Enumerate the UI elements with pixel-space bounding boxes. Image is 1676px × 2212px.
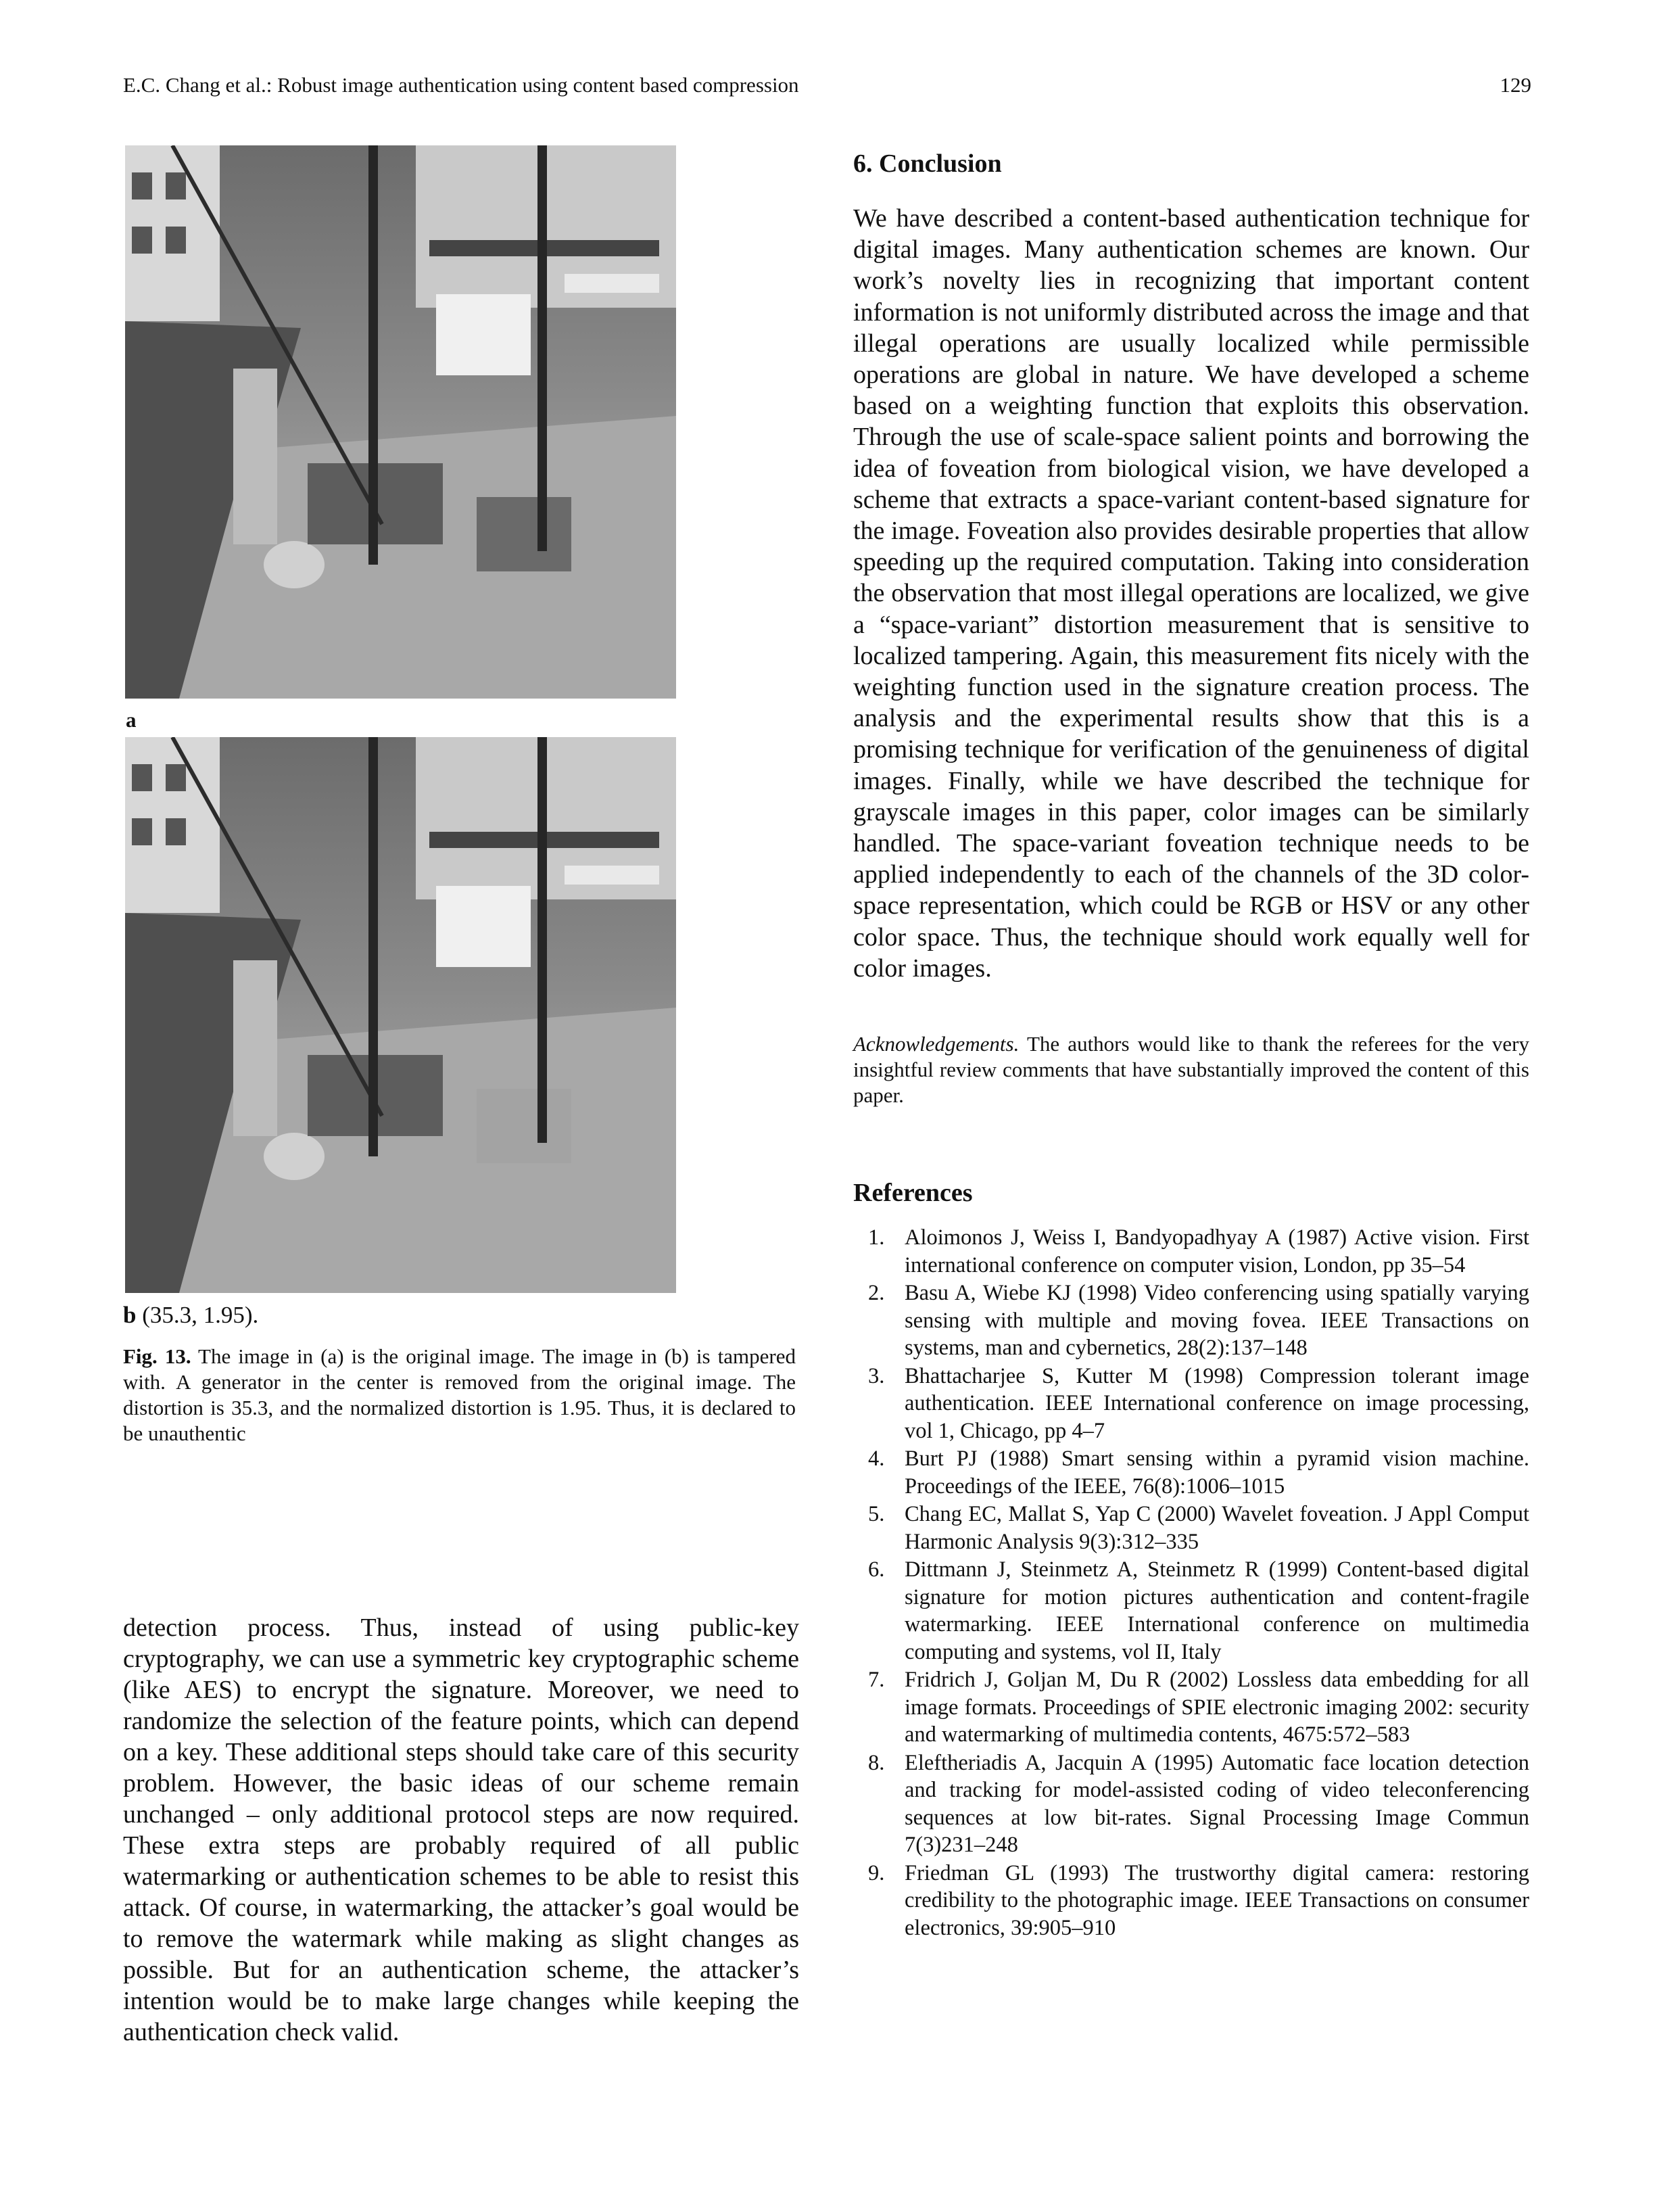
reference-text: Eleftheriadis A, Jacquin A (1995) Automatic face location detection and tracking for model-assisted coding of video teleconferencing sequences at low bit-rates. Signal Processing Image Commun 7(3)231–248	[905, 1750, 1529, 1857]
reference-number: 8.	[868, 1750, 885, 1775]
reference-item	[853, 1445, 1529, 1500]
reference-number: 5.	[868, 1502, 885, 1526]
reference-item	[853, 1749, 1529, 1859]
figure-label-a: a	[126, 708, 137, 732]
figure-caption	[123, 1344, 796, 1446]
reference-number: 4.	[868, 1446, 885, 1471]
reference-item	[853, 1279, 1529, 1362]
left-body-paragraph: detection process. Thus, instead of using public-key cryptography, we can use a symmetric key cryptographic scheme (like AES) to encrypt the signature. Moreover, we need to randomize the selection of the feature points, which can depend on a key. These additional steps should take care of this security problem. However, the basic ideas of our scheme remain unchanged – only additional protocol steps are now required. These extra steps are probably required of all public watermarking or authentication schemes to be able to resist this attack. Of course, in watermarking, the attacker’s goal would be to remove the watermark while making as slight changes as possible. But for an authentication scheme, the attacker’s intention would be to make large changes while keeping the authentication check valid.	[123, 1614, 799, 2046]
reference-text: Aloimonos J, Weiss I, Bandyopadhyay A (1987) Active vision. First international conference on computer vision, London, pp 35–54	[905, 1225, 1529, 1277]
figure-label-b-letter: b	[123, 1302, 137, 1328]
section-heading-references: References	[853, 1179, 973, 1207]
section-heading-conclusion: 6. Conclusion	[853, 149, 1002, 178]
reference-text: Chang EC, Mallat S, Yap C (2000) Wavelet foveation. J Appl Comput Harmonic Analysis 9(3):312–335	[905, 1502, 1529, 1554]
figure-label-b	[123, 1302, 258, 1329]
reference-text: Friedman GL (1993) The trustworthy digital camera: restoring credibility to the photographic image. IEEE Transactions on consumer electronics, 39:905–910	[905, 1860, 1529, 1940]
acknowledgements-label: Acknowledgements.	[853, 1032, 1020, 1056]
reference-text: Bhattacharjee S, Kutter M (1998) Compression tolerant image authentication. IEEE International conference on image processing, vol 1, Chicago, pp 4–7	[905, 1363, 1529, 1443]
reference-number: 2.	[868, 1281, 885, 1305]
reference-list	[853, 1224, 1529, 1942]
caption-label: Fig. 13.	[123, 1344, 191, 1368]
acknowledgements-text: The authors would like to thank the referees for the very insightful review comments that have substantially improved the content of this paper.	[853, 1032, 1529, 1107]
reference-number: 3.	[868, 1363, 885, 1388]
reference-item	[853, 1363, 1529, 1445]
page-number: 129	[1500, 73, 1531, 97]
caption-text: The image in (a) is the original image. The image in (b) is tampered with. A generator in the center is removed from the original image. The distortion is 35.3, and the normalized distortion is 1.95. Thus, it is declared to be unauthentic	[123, 1344, 796, 1445]
figure-image-b	[125, 737, 676, 1293]
running-title: E.C. Chang et al.: Robust image authentication using content based compression	[123, 73, 799, 97]
reference-number: 6.	[868, 1557, 885, 1582]
figure-label-b-values: (35.3, 1.95).	[142, 1302, 259, 1328]
reference-item	[853, 1501, 1529, 1555]
construction-site-photo-tampered	[125, 737, 676, 1293]
acknowledgements	[853, 1031, 1529, 1108]
reference-text: Dittmann J, Steinmetz A, Steinmetz R (1999) Content-based digital signature for motion pictures authentication and content-fragile watermarking. IEEE International conference on multimedia computing and systems, vol II, Italy	[905, 1557, 1529, 1664]
reference-text: Basu A, Wiebe KJ (1998) Video conferencing using spatially varying sensing with multiple and moving fovea. IEEE Transactions on systems, man and cybernetics, 28(2):137–148	[905, 1281, 1529, 1360]
reference-item	[853, 1224, 1529, 1279]
construction-site-photo	[125, 145, 676, 699]
reference-number: 1.	[868, 1225, 885, 1250]
figure-image-a	[125, 145, 676, 699]
reference-text: Fridrich J, Goljan M, Du R (2002) Lossless data embedding for all image formats. Proceedings of SPIE electronic imaging 2002: security and watermarking of multimedia contents, 4675:572–583	[905, 1668, 1529, 1747]
reference-number: 7.	[868, 1668, 885, 1692]
reference-item	[853, 1666, 1529, 1749]
reference-item	[853, 1556, 1529, 1666]
reference-text: Burt PJ (1988) Smart sensing within a pyramid vision machine. Proceedings of the IEEE, 76(8):1006–1015	[905, 1446, 1529, 1499]
conclusion-paragraph: We have described a content-based authentication technique for digital images. Many authentication schemes are known. Our work’s novelty lies in recognizing that important content information is not uniformly distributed across the image and that illegal operations are usually localized while permissible operations are global in nature. We have developed a scheme based on a weighting function that exploits this observation. Through the use of scale-space salient points and borrowing the idea of foveation from biological vision, we have developed a scheme that extracts a space-variant content-based signature for the image. Foveation also provides desirable properties that allow speeding up the required computation. Taking into consideration the observation that most illegal operations are localized, we give a “space-variant” distortion measurement that is sensitive to localized tampering. Again, this measurement fits nicely with the weighting function used in the signature creation process. The analysis and the experimental results show that this is a promising technique for verification of the genuineness of digital images. Finally, while we have described the technique for grayscale images in this paper, color images can be similarly handled. The space-variant foveation technique needs to be applied independently to each of the channels of the 3D color-space representation, which could be RGB or HSV or any other color space. Thus, the technique should work equally well for color images.	[853, 204, 1529, 983]
reference-number: 9.	[868, 1860, 885, 1885]
reference-item	[853, 1860, 1529, 1942]
